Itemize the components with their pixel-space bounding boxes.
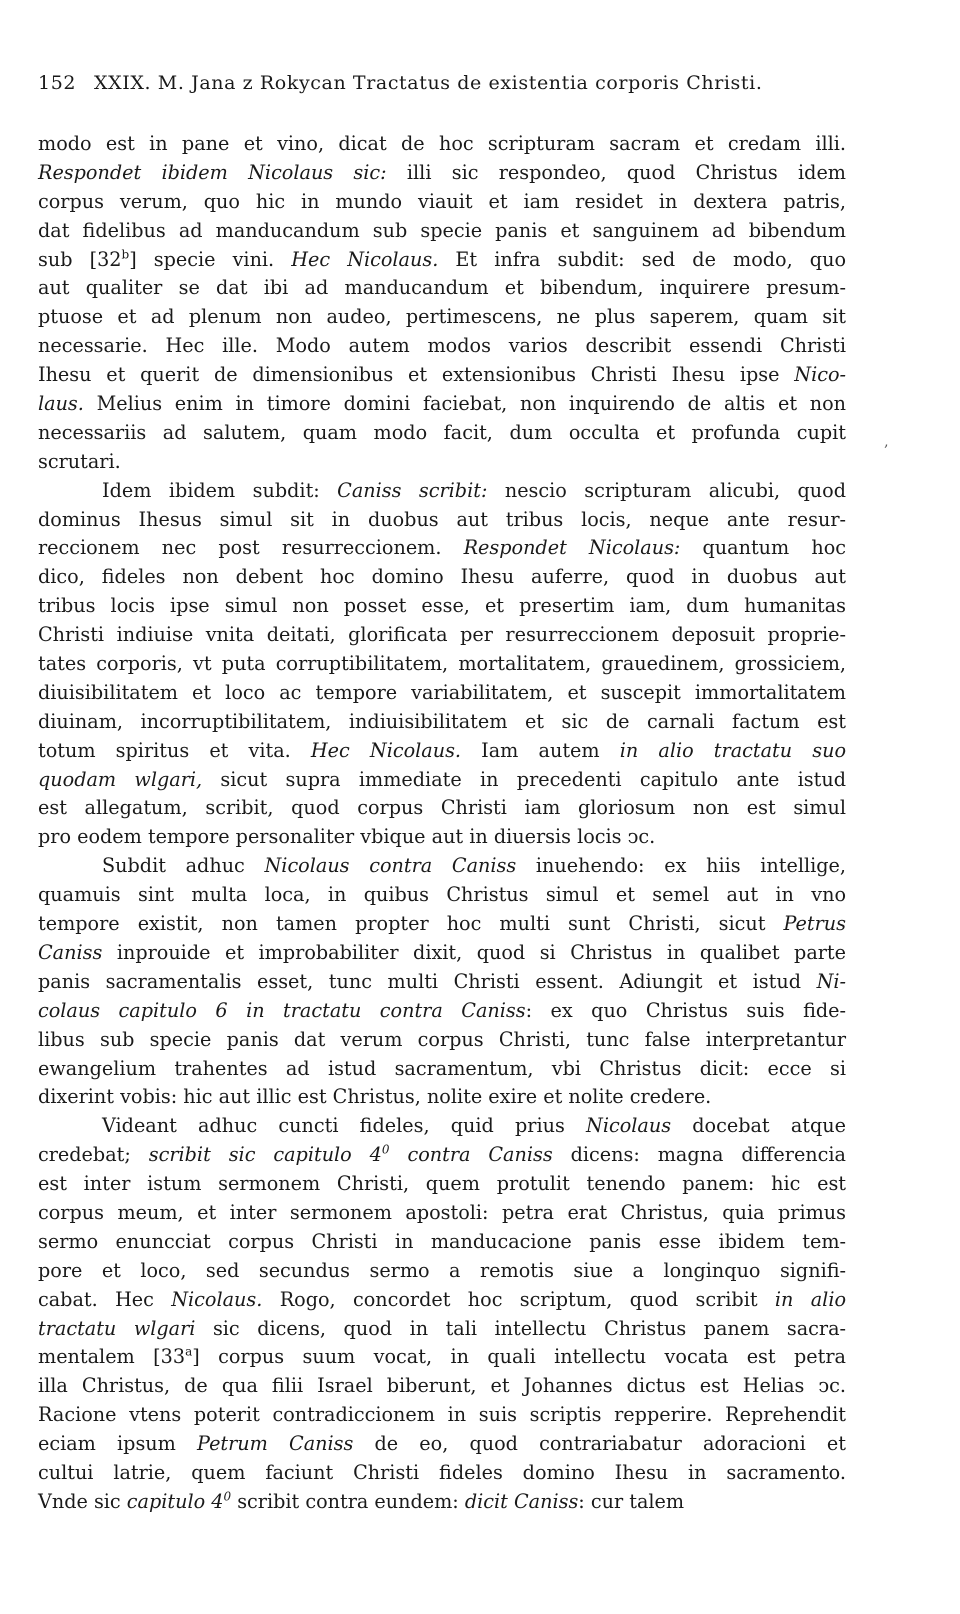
text-segment: sub [32 — [38, 247, 122, 271]
text-segment: pore et loco, sed secundus sermo a remotis siue a longinquo signifi- — [38, 1258, 846, 1282]
text-segment: illa Christus, de qua filii Israel biberunt, et Johannes dictus est Helias ↄc. — [38, 1374, 846, 1398]
body-text — [38, 130, 846, 1517]
text-line — [38, 188, 846, 217]
text-segment: scribit contra eundem: — [231, 1489, 465, 1513]
text-segment: dat fidelibus ad manducandum sub specie panis et sanguinem ad bibendum — [38, 218, 846, 242]
text-line — [38, 766, 846, 795]
text-segment: Videant adhuc cuncti fideles, quid prius — [102, 1114, 587, 1138]
text-line — [38, 1286, 846, 1315]
text-line — [38, 997, 846, 1026]
text-line — [38, 823, 846, 852]
text-line — [38, 534, 846, 563]
text-line — [38, 650, 846, 679]
text-line — [38, 1199, 846, 1228]
text-segment: diuinam, incorruptibilitatem, indiuisibilitatem et sic de carnali factum est — [38, 709, 846, 733]
text-segment: quantum hoc — [680, 536, 846, 560]
text-line — [38, 737, 846, 766]
text-segment: quamuis sint multa loca, in quibus Christus simul et semel aut in vno — [38, 883, 846, 907]
text-segment: Christi indiuise vnita deitati, glorificata per resurreccionem deposuit proprie- — [38, 623, 846, 647]
italic-text: Hec Nicolaus. — [310, 738, 462, 762]
text-segment: panis sacramentalis esset, tunc multi Christi essent. Adiungit et istud — [38, 969, 817, 993]
italic-text: Respondet ibidem Nicolaus sic: — [38, 160, 387, 184]
text-line — [38, 968, 846, 997]
text-line — [38, 1083, 846, 1112]
text-segment: Idem ibidem subdit: — [102, 478, 338, 502]
text-segment: diuisibilitatem et loco ac tempore variabilitatem, et suscepit immortalitatem — [38, 680, 846, 704]
text-segment: libus sub specie panis dat verum corpus Christi, tunc false interpretantur — [38, 1027, 846, 1051]
italic-text: laus. — [38, 392, 84, 416]
text-line — [38, 621, 846, 650]
page-number: 152 — [38, 72, 77, 94]
text-line — [38, 390, 846, 419]
running-title: XXIX. M. Jana z Rokycan Tractatus de existentia corporis Christi. — [94, 72, 763, 94]
text-line — [38, 563, 846, 592]
italic-text: Petrum Caniss — [197, 1432, 354, 1456]
text-segment: ] specie vini. — [129, 247, 292, 271]
text-line — [38, 274, 846, 303]
italic-text: contra Caniss — [389, 1143, 553, 1167]
text-segment: pro eodem tempore personaliter vbique aut in diuersis locis ↄc. — [38, 825, 656, 849]
text-line — [38, 1315, 846, 1344]
italic-text: Nicolaus contra Caniss — [264, 854, 517, 878]
italic-text: capitulo 4 — [126, 1489, 224, 1513]
text-segment: tates corporis, vt puta corruptibilitatem, mortalitatem, grauedinem, grossiciem, — [38, 652, 846, 676]
text-segment: dominus Ihesus simul sit in duobus aut tribus locis, neque ante resur- — [38, 507, 846, 531]
text-segment: corpus meum, et inter sermonem apostoli: petra erat Christus, quia primus — [38, 1200, 846, 1224]
text-segment: est allegatum, scribit, quod corpus Christi iam gloriosum non est simul — [38, 796, 846, 820]
text-line — [38, 448, 846, 477]
text-line — [38, 1112, 846, 1141]
text-line — [38, 708, 846, 737]
text-line — [38, 130, 846, 159]
text-line — [38, 1055, 846, 1084]
text-line — [38, 881, 846, 910]
text-segment: cabat. Hec — [38, 1287, 172, 1311]
text-line — [38, 1343, 846, 1372]
text-segment: dicens: magna differencia — [552, 1143, 846, 1167]
text-line — [38, 159, 846, 188]
italic-text: Respondet Nicolaus: — [463, 536, 681, 560]
text-line — [38, 1026, 846, 1055]
italic-text: Ni- — [816, 969, 846, 993]
italic-text: dicit Caniss — [464, 1489, 579, 1513]
italic-text: Nico- — [794, 363, 846, 387]
italic-text: Nicolaus — [586, 1114, 672, 1138]
italic-text: colaus capitulo 6 in tractatu contra Caniss — [38, 998, 526, 1022]
text-segment: est inter istum sermonem Christi, quem protulit tenendo panem: hic est — [38, 1172, 846, 1196]
text-segment: ptuose et ad plenum non audeo, pertimescens, ne plus saperem, quam sit — [38, 305, 846, 329]
text-segment: mentalem [33 — [38, 1345, 186, 1369]
superscript: a — [185, 1345, 193, 1360]
text-segment: ] corpus suum vocat, in quali intellectu vocata est petra — [192, 1345, 846, 1369]
text-segment: Racione vtens poterit contradiccionem in suis scriptis repperire. Reprehendit — [38, 1403, 846, 1427]
text-line — [38, 332, 846, 361]
text-segment: : ex quo Christus suis fide- — [525, 998, 847, 1022]
text-line — [38, 246, 846, 275]
running-head — [38, 72, 918, 112]
text-line — [38, 1401, 846, 1430]
text-segment: ewangelium trahentes ad istud sacramentum, vbi Christus dicit: ecce si — [38, 1056, 846, 1080]
italic-text: Nicolaus. — [171, 1287, 263, 1311]
text-line — [38, 1459, 846, 1488]
italic-text: Hec Nicolaus. — [291, 247, 439, 271]
text-line — [38, 419, 846, 448]
italic-text: Petrus — [783, 912, 846, 936]
text-segment: scrutari. — [38, 449, 121, 473]
superscript: 0 — [223, 1489, 232, 1504]
text-segment: Melius enim in timore domini faciebat, non inquirendo de altis et non — [83, 392, 846, 416]
margin-mark: ‚ — [884, 434, 889, 450]
text-segment: sermo enuncciat corpus Christi in manducacione panis esse ibidem tem- — [38, 1229, 846, 1253]
text-segment: sic dicens, quod in tali intellectu Christus panem sacra- — [195, 1316, 846, 1340]
text-line — [38, 477, 846, 506]
text-segment: tempore existit, non tamen propter hoc multi sunt Christi, sicut — [38, 912, 784, 936]
text-line — [38, 794, 846, 823]
text-segment: Rogo, concordet hoc scriptum, quod scribit — [262, 1287, 775, 1311]
text-segment: credebat; — [38, 1143, 149, 1167]
text-segment: Iam autem — [461, 738, 620, 762]
text-segment: necessariis ad salutem, quam modo facit, dum occulta et profunda cupit — [38, 420, 846, 444]
text-line — [38, 1141, 846, 1170]
italic-text: tractatu wlgari — [38, 1316, 196, 1340]
text-segment: de eo, quod contrariabatur adoracioni et — [353, 1432, 846, 1456]
text-segment: modo est in pane et vino, dicat de hoc scripturam sacram et credam illi. — [38, 132, 846, 155]
text-segment: necessarie. Hec ille. Modo autem modos varios describit essendi Christi — [38, 334, 846, 358]
text-segment: dico, fideles non debent hoc domino Ihesu auferre, quod in duobus aut — [38, 565, 846, 589]
text-segment: Vnde sic — [38, 1489, 127, 1513]
text-line — [38, 303, 846, 332]
text-segment: cultui latrie, quem faciunt Christi fideles domino Ihesu in sacramento. — [38, 1460, 846, 1484]
text-segment: Subdit adhuc — [102, 854, 265, 878]
text-line — [38, 361, 846, 390]
italic-text: quodam wlgari, — [38, 767, 203, 791]
text-segment: dixerint vobis: hic aut illic est Christus, nolite exire et nolite credere. — [38, 1085, 712, 1109]
italic-text: Caniss scribit: — [337, 478, 488, 502]
text-segment: Ihesu et querit de dimensionibus et extensionibus Christi Ihesu ipse — [38, 363, 795, 387]
text-segment: eciam ipsum — [38, 1432, 198, 1456]
text-line — [38, 679, 846, 708]
text-line — [38, 852, 846, 881]
text-segment: aut qualiter se dat ibi ad manducandum et bibendum, inquirere presum- — [38, 276, 846, 300]
text-line — [38, 506, 846, 535]
italic-text: in alio — [774, 1287, 847, 1311]
italic-text: in alio tractatu suo — [619, 738, 847, 762]
text-line — [38, 1170, 846, 1199]
text-line — [38, 1228, 846, 1257]
text-segment: corpus verum, quo hic in mundo viauit et iam residet in dextera patris, — [38, 189, 846, 213]
text-segment: sicut supra immediate in precedenti capitulo ante istud — [202, 767, 846, 791]
text-segment: inprouide et improbabiliter dixit, quod si Christus in qualibet parte — [102, 940, 846, 964]
text-segment: : cur talem — [578, 1489, 685, 1513]
text-segment: inuehendo: ex hiis intellige, — [516, 854, 846, 878]
superscript: 0 — [381, 1142, 390, 1157]
text-line — [38, 217, 846, 246]
italic-text: scribit sic capitulo 4 — [148, 1143, 382, 1167]
text-line — [38, 910, 846, 939]
text-line — [38, 1372, 846, 1401]
text-line — [38, 592, 846, 621]
text-segment: totum spiritus et vita. — [38, 738, 311, 762]
text-line — [38, 1257, 846, 1286]
italic-text: Caniss — [38, 940, 103, 964]
text-segment: tribus locis ipse simul non posset esse, et presertim iam, dum humanitas — [38, 594, 846, 618]
text-line — [38, 939, 846, 968]
superscript: b — [121, 247, 130, 262]
text-line — [38, 1430, 846, 1459]
text-segment: nescio scripturam alicubi, quod — [487, 478, 846, 502]
text-segment: Et infra subdit: sed de modo, quo — [438, 247, 846, 271]
text-line — [38, 1488, 846, 1517]
text-segment: reccionem nec post resurreccionem. — [38, 536, 464, 560]
text-segment: docebat atque — [671, 1114, 846, 1138]
text-segment: illi sic respondeo, quod Christus idem — [386, 160, 846, 184]
